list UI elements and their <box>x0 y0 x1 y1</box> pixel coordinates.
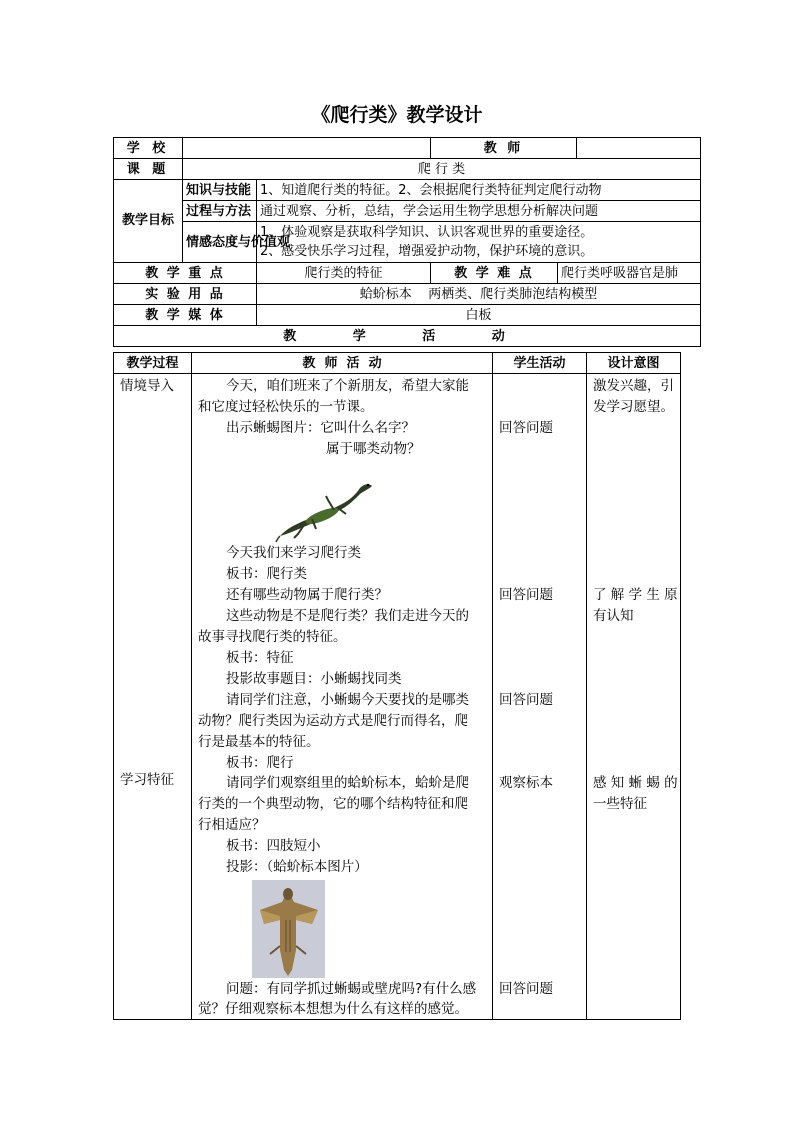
activities-title-row <box>114 326 701 347</box>
teacher-line: 今天我们来学习爬行类 <box>226 545 361 561</box>
goal-name-knowledge: 知识与技能 <box>183 180 257 201</box>
teacher-line: 还有哪些动物属于爬行类？ <box>226 587 388 603</box>
goal-text-emotion <box>257 222 701 263</box>
intent-line: 有认知 <box>593 608 634 624</box>
goal-emotion-line-2: 2、感受快乐学习过程，增强爱护动物，保护环境的意识。 <box>260 244 594 259</box>
media-label: 教 学 媒 体 <box>114 305 257 326</box>
col-header-student: 学生活动 <box>493 353 587 374</box>
student-activity: 回答问题 <box>499 692 553 708</box>
materials-value: 蛤蚧标本 两栖类、爬行类肺泡结构模型 <box>257 284 701 305</box>
teacher-line: 板书：四肢短小 <box>226 838 321 854</box>
topic-value: 爬 行 类 <box>183 159 701 180</box>
teacher-line: 和它度过轻松快乐的一节课。 <box>198 399 374 415</box>
teacher-line: 板书：爬行 <box>226 755 294 771</box>
teacher-line: 请同学们观察组里的蛤蚧标本，蛤蚧是爬 <box>226 775 469 791</box>
stage-intro: 情境导入 <box>120 378 174 394</box>
topic-row <box>114 159 701 180</box>
student-activity: 观察标本 <box>499 775 553 791</box>
teacher-line: 这些动物是不是爬行类？我们走进今天的 <box>226 608 469 624</box>
teacher-line: 故事寻找爬行类的特征。 <box>198 629 347 645</box>
teacher-line: 动物？爬行类因为运动方式是爬行而得名，爬 <box>198 713 468 729</box>
col-header-intent: 设计意图 <box>587 353 681 374</box>
intent-line: 激发兴趣，引 <box>593 378 674 394</box>
school-label: 学 校 <box>114 138 183 159</box>
teacher-line: 问题：有同学抓过蜥蜴或壁虎吗?有什么感 <box>226 981 477 997</box>
goals-label-text: 教学目标 <box>121 213 174 228</box>
goal-name-emotion: 情感态度与价值观 <box>183 222 257 263</box>
media-value: 白板 <box>257 305 701 326</box>
student-column <box>493 374 587 1020</box>
teacher-line: 觉？仔细观察标本想想为什么有这样的感觉。 <box>198 1001 468 1017</box>
teacher-line: 行类的一个典型动物，它的哪个结构特征和爬 <box>198 796 468 812</box>
activities-header-row <box>114 353 681 374</box>
school-value <box>183 138 431 159</box>
goal-emotion-line-1: 1、体验观察是获取科学知识、认识客观世界的重要途径。 <box>260 225 594 240</box>
intent-line: 一些特征 <box>593 796 647 812</box>
lizard-photo <box>276 474 376 544</box>
goal-row-3 <box>114 222 701 263</box>
goal-name-process: 过程与方法 <box>183 201 257 222</box>
col-header-process: 教学过程 <box>114 353 192 374</box>
focus-value: 爬行类的特征 <box>257 263 431 284</box>
media-row <box>114 305 701 326</box>
student-activity: 回答问题 <box>499 981 553 997</box>
goal-text-process: 通过观察、分析，总结，学会运用生物学思想分析解决问题 <box>257 201 701 222</box>
activities-section-title: 教 学 活 动 <box>114 326 701 347</box>
gecko-specimen-photo <box>252 880 325 978</box>
student-activity: 回答问题 <box>499 587 553 603</box>
student-activity: 回答问题 <box>499 420 553 436</box>
stage-features: 学习特征 <box>120 772 174 788</box>
col-header-teacher: 教 师 活 动 <box>192 353 493 374</box>
activities-body-row <box>114 374 681 1020</box>
intent-line: 感 知 蜥 蜴 的 <box>593 775 678 791</box>
document-title: 《爬行类》教学设计 <box>311 104 483 126</box>
teacher-line: 请同学们注意，小蜥蜴今天要找的是哪类 <box>226 692 469 708</box>
intent-line: 了 解 学 生 原 <box>593 587 678 603</box>
teacher-line: 投影：（蛤蚧标本图片） <box>226 859 368 875</box>
lesson-info-table <box>113 137 701 347</box>
focus-label: 教 学 重 点 <box>114 263 257 284</box>
teacher-column <box>192 374 493 1020</box>
goals-label <box>114 180 183 263</box>
process-column <box>114 374 192 1020</box>
school-row <box>114 138 701 159</box>
teacher-line: 行是最基本的特征。 <box>198 734 320 750</box>
teacher-line: 出示蜥蜴图片：它叫什么名字？ <box>226 420 415 436</box>
focus-row <box>114 263 701 284</box>
teacher-line: 板书：爬行类 <box>226 566 307 582</box>
intent-line: 发学习愿望。 <box>593 399 674 415</box>
difficulty-label: 教 学 难 点 <box>431 263 558 284</box>
teacher-label: 教 师 <box>431 138 577 159</box>
teacher-line: 投影故事题目：小蜥蜴找同类 <box>226 671 402 687</box>
teacher-line: 行相适应？ <box>198 817 266 833</box>
teacher-line: 属于哪类动物？ <box>326 441 421 457</box>
teacher-line: 板书：特征 <box>226 650 294 666</box>
materials-row <box>114 284 701 305</box>
materials-label: 实 验 用 品 <box>114 284 257 305</box>
goal-row-1 <box>114 180 701 201</box>
topic-label: 课 题 <box>114 159 183 180</box>
teacher-line: 今天，咱们班来了个新朋友，希望大家能 <box>226 378 469 394</box>
teacher-value <box>577 138 701 159</box>
activities-table <box>113 352 681 1020</box>
goal-row-2 <box>114 201 701 222</box>
difficulty-value: 爬行类呼吸器官是肺 <box>558 263 701 284</box>
goal-text-knowledge: 1、知道爬行类的特征。2、会根据爬行类特征判定爬行动物 <box>257 180 701 201</box>
intent-column <box>587 374 681 1020</box>
